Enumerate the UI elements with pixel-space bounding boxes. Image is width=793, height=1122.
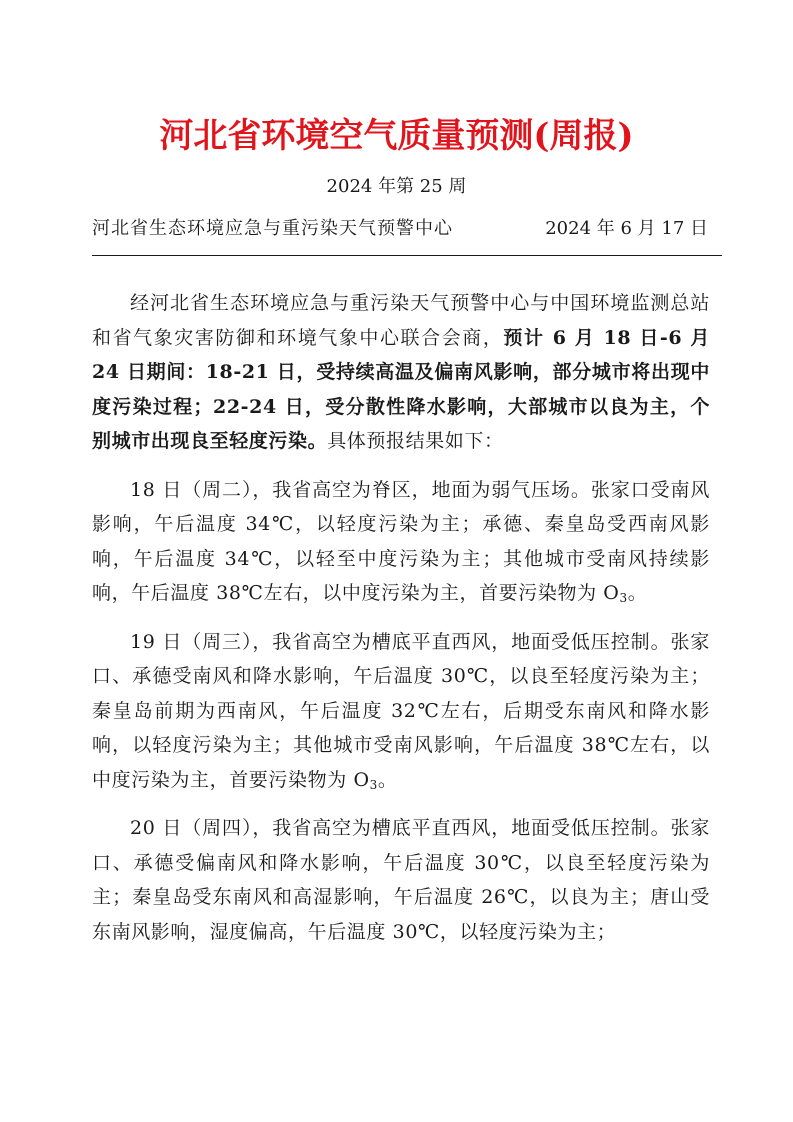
document-body bbox=[92, 286, 710, 949]
ozone-subscript: 3 bbox=[619, 591, 628, 605]
intro-tail: 具体预报结果如下： bbox=[327, 430, 504, 452]
forecast-day-18-end: 。 bbox=[627, 582, 648, 604]
document-title: 河北省环境空气质量预测(周报) bbox=[159, 116, 634, 156]
intro-lead: 经河北省生态环境应急与重污染天气预警中心与中国环境监测总站和省气象灾害防御和环境气象中心联合会商， bbox=[92, 292, 710, 349]
forecast-day-19-end: 。 bbox=[377, 768, 398, 791]
header-divider bbox=[92, 255, 722, 256]
issue-number: 2024 年第 25 周 bbox=[326, 176, 467, 197]
forecast-day-20 bbox=[92, 811, 710, 949]
intro-highlight: 预计 6 月 18 日-6 月 24 日期间：18-21 日，受持续高温及偏南风影响，部分城市将出现中度污染过程；22-24 日，受分散性降水影响，大部城市以良为主，个别城市出现良至轻度污染。 bbox=[92, 326, 710, 452]
forecast-day-19-text: 19 日（周三），我省高空为槽底平直西风，地面受低压控制。张家口、承德受南风和降水影响，午后温度 30℃，以良至轻度污染为主；秦皇岛前期为西南风，午后温度 32℃左右，后期受东南风和降水影响，以轻度污染为主；其他城市受南风影响，午后温度 38℃左右，以中度污染为主，首要污染物为 O bbox=[92, 630, 710, 791]
forecast-day-20-text: 20 日（周四），我省高空为槽底平直西风，地面受低压控制。张家口、承德受偏南风和降水影响，午后温度 30℃，以良至轻度污染为主；秦皇岛受东南风和高湿影响，午后温度 26℃，以良为主；唐山受东南风影响，湿度偏高，午后温度 30℃，以轻度污染为主； bbox=[92, 817, 710, 943]
ozone-subscript: 3 bbox=[369, 777, 378, 792]
intro-paragraph bbox=[92, 286, 710, 459]
issuing-organization: 河北省生态环境应急与重污染天气预警中心 bbox=[92, 218, 453, 239]
forecast-day-18-text: 18 日（周二），我省高空为脊区，地面为弱气压场。张家口受南风影响，午后温度 34℃，以轻度污染为主；承德、秦皇岛受西南风影响，午后温度 34℃，以轻至中度污染为主；其他城市受南风持续影响，午后温度 38℃左右，以中度污染为主，首要污染物为 O bbox=[92, 478, 710, 604]
forecast-day-18 bbox=[92, 473, 710, 611]
forecast-day-19 bbox=[92, 625, 710, 798]
issue-date: 2024 年 6 月 17 日 bbox=[545, 218, 708, 239]
